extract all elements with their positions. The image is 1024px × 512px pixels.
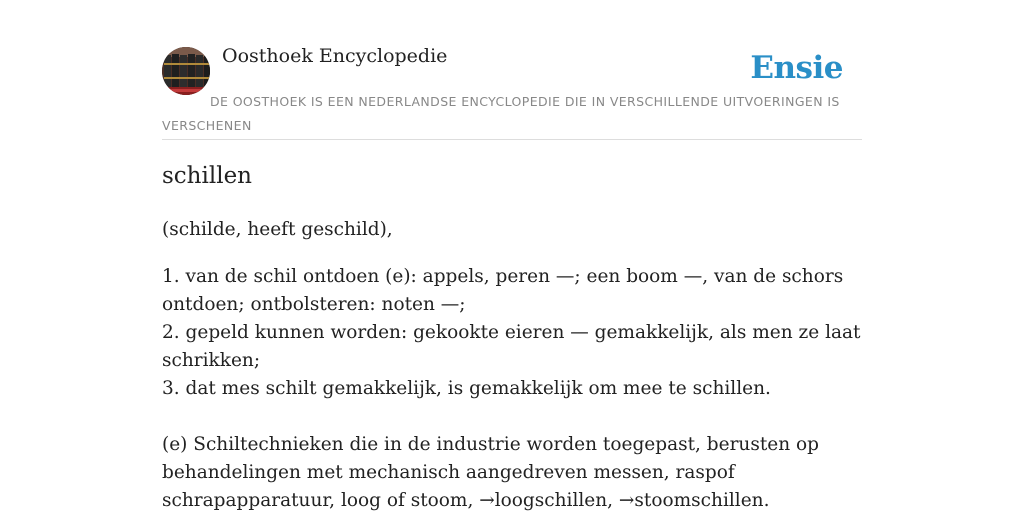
- xref-stoomschillen-link[interactable]: →stoomschillen: [618, 490, 764, 511]
- entry-note: [162, 431, 862, 512]
- entry-title: schillen: [162, 163, 252, 189]
- source-header: [162, 0, 862, 140]
- encyclopedia-books-avatar-icon[interactable]: [162, 47, 210, 95]
- source-name[interactable]: Oosthoek Encyclopedie: [222, 45, 448, 67]
- ensie-brand-link[interactable]: Ensie: [750, 50, 843, 86]
- page-container: [162, 0, 862, 511]
- entry-grammar: (schilde, heeft geschild),: [162, 219, 393, 240]
- entry-definitions: [162, 263, 862, 403]
- note-end: .: [763, 490, 770, 511]
- xref-separator: ,: [607, 490, 619, 511]
- note-text: (e) Schiltechnieken die in de industrie worden toegepast, berusten op behandelingen met mechanisch aangedreven messen, raspof schrapapparatuur, loog of stoom,: [162, 434, 819, 511]
- xref-loogschillen-link[interactable]: →loogschillen: [479, 490, 608, 511]
- definition-3: 3. dat mes schilt gemakkelijk, is gemakkelijk om mee te schillen.: [162, 378, 771, 399]
- definition-2: 2. gepeld kunnen worden: gekookte eieren — gemakkelijk, als men ze laat schrikken;: [162, 322, 861, 371]
- definition-1: 1. van de schil ontdoen (e): appels, peren —; een boom —, van de schors ontdoen; ontbolsteren: noten —;: [162, 266, 844, 315]
- source-description: DE OOSTHOEK IS EEN NEDERLANDSE ENCYCLOPEDIE DIE IN VERSCHILLENDE UITVOERINGEN IS VERSCHENEN: [162, 94, 840, 133]
